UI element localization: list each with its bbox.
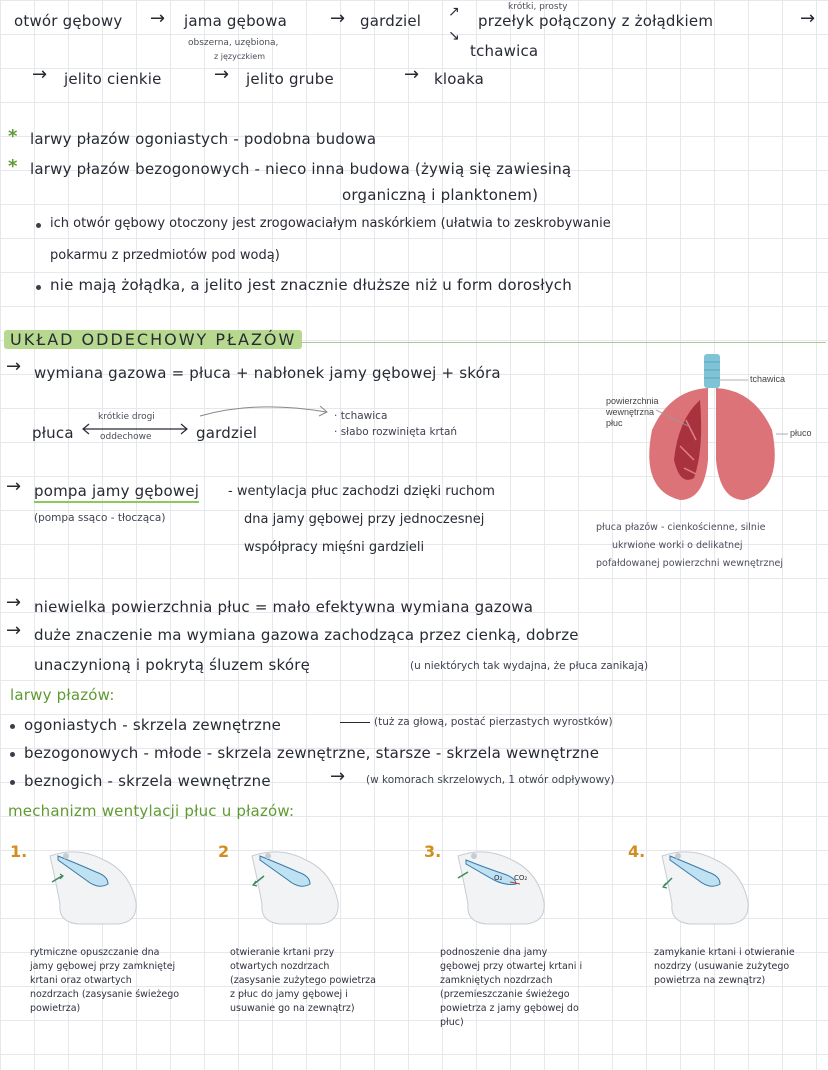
arrow-icon: → xyxy=(214,64,230,85)
section-divider xyxy=(300,342,826,343)
frog-svg xyxy=(38,842,150,930)
lung-label-trachea: tchawica xyxy=(750,374,786,384)
step-1-text: rytmiczne opuszczanie dna jamy gębowej przy zamkniętej krtani oraz otwartych nozdrzach (zasysanie świeżego powietrza) xyxy=(30,947,180,1014)
star-icon: * xyxy=(8,126,18,147)
digest-step-pharynx: gardziel xyxy=(360,12,422,30)
bullet-icon xyxy=(10,780,15,785)
larvae-tailed-gills: ogoniastych - skrzela zewnętrzne xyxy=(24,716,282,734)
larvae-mouth-note-2: pokarmu z przedmiotów pod wodą) xyxy=(50,248,280,263)
larvae-legless-gills-note: (w komorach skrzelowych, 1 otwór odpływowy) xyxy=(366,774,615,786)
airway-trachea: · tchawica xyxy=(334,410,388,422)
lung-caption-2: ukrwione worki o delikatnej xyxy=(612,540,743,551)
larvae-tailless-line-2: organiczną i planktonem) xyxy=(342,186,539,204)
co2-label: CO₂ xyxy=(514,874,528,882)
step-4-text: zamykanie krtani i otwieranie nozdrzy (usuwanie zużytego powietrza na zewnątrz) xyxy=(654,947,795,986)
step-4-number: 4. xyxy=(628,842,646,861)
oral-cavity-note-2: z języczkiem xyxy=(214,52,265,61)
airway-trachea-text: tchawica xyxy=(340,410,388,422)
larvae-tailless-line: larwy płazów bezogonowych - nieco inna budowa (żywią się zawiesiną xyxy=(30,160,572,178)
mouth-pump-term xyxy=(34,482,199,500)
step-2-number: 2 xyxy=(218,842,230,861)
larvae-mouth-note: ich otwór gębowy otoczony jest zrogowaciałym naskórkiem (ułatwia to zeskrobywanie xyxy=(50,216,611,231)
gas-exchange-line: wymiana gazowa = płuca + nabłonek jamy gębowej + skóra xyxy=(34,364,501,382)
step-4-frog xyxy=(650,842,762,930)
curved-arrow-icon xyxy=(196,400,336,426)
mechanism-heading: mechanizm wentylacji płuc u płazów: xyxy=(8,802,295,820)
pump-desc-1: - wentylacja płuc zachodzi dzięki ruchom xyxy=(228,484,495,499)
step-2-text: otwieranie krtani przy otwartych nozdrzach (zasysanie zużytego powietrza z płuc do jamy gębowej i usuwanie go na zewnątrz) xyxy=(230,947,376,1014)
step-3-frog xyxy=(446,842,558,930)
arrow-icon: → xyxy=(6,356,22,377)
respiratory-tract-label: oddechowe xyxy=(100,432,152,442)
lung-label-surface-2: wewnętrzna xyxy=(606,407,655,417)
bullet-icon xyxy=(36,223,41,228)
respiratory-heading-text: UKŁAD ODDECHOWY PŁAZÓW xyxy=(4,330,302,349)
lung-caption-1: płuca płazów - cienkościenne, silnie xyxy=(596,522,766,533)
airway-larynx: · słabo rozwinięta krtań xyxy=(334,426,458,438)
pump-desc-3: współpracy mięśni gardzieli xyxy=(244,540,425,555)
frog-svg xyxy=(650,842,762,930)
small-surface-line: niewielka powierzchnia płuc = mało efektywna wymiana gazowa xyxy=(34,598,534,616)
lungs-word: płuca xyxy=(32,424,74,442)
skin-exchange-line-2: unaczynioną i pokrytą śluzem skórę xyxy=(34,656,311,674)
step-3-number: 3. xyxy=(424,842,442,861)
o2-label: O₂ xyxy=(494,874,503,882)
bullet-icon xyxy=(36,285,41,290)
step-1-frog xyxy=(38,842,150,930)
arrow-icon: → xyxy=(6,476,22,497)
arrow-icon: → xyxy=(6,592,22,613)
pump-alt-name: (pompa ssąco - tłocząca) xyxy=(34,512,166,524)
digest-step-mouth: otwór gębowy xyxy=(14,12,123,30)
arrow-icon: → xyxy=(404,64,420,85)
arrow-icon: → xyxy=(330,8,346,29)
skin-exchange-note: (u niektórych tak wydajna, że płuca zanikają) xyxy=(410,660,649,672)
dash-line xyxy=(340,722,370,723)
digest-step-oral-cavity: jama gębowa xyxy=(184,12,288,30)
digest-step-large-intestine: jelito grube xyxy=(246,70,334,88)
lung-label-surface-3: płuc xyxy=(606,418,623,428)
step-2-frog xyxy=(240,842,352,930)
step-1-number: 1. xyxy=(10,842,28,861)
respiratory-heading xyxy=(4,330,302,349)
larvae-heading: larwy płazów: xyxy=(10,686,115,704)
step-3-text: podnoszenie dna jamy gębowej przy otwartej krtani i zamkniętych nozdrzach (przemieszczanie świeżego powietrza z jamy gębowej do płuc) xyxy=(440,947,583,1028)
digest-step-cloaca: kloaka xyxy=(434,70,485,88)
esophagus-note: krótki, prosty xyxy=(508,2,568,12)
digest-step-esophagus: przełyk połączony z żołądkiem xyxy=(478,12,714,30)
bullet-icon xyxy=(10,724,15,729)
airway-larynx-text: słabo rozwinięta krtań xyxy=(340,426,458,438)
larvae-tailed-gills-note: (tuż za głową, postać pierzastych wyrostków) xyxy=(374,716,613,728)
bullet-icon xyxy=(10,752,15,757)
arrow-down-right-icon: ↘ xyxy=(448,28,460,44)
pharynx-word: gardziel xyxy=(196,424,258,442)
larvae-legless-gills: beznogich - skrzela wewnętrzne xyxy=(24,772,271,790)
pump-desc-2: dna jamy gębowej przy jednoczesnej xyxy=(244,512,485,527)
oral-cavity-note: obszerna, uzębiona, xyxy=(188,38,279,48)
larvae-tailless-gills: bezogonowych - młode - skrzela zewnętrzne, starsze - skrzela wewnętrzne xyxy=(24,744,600,762)
frog-svg xyxy=(240,842,352,930)
digest-step-small-intestine: jelito cienkie xyxy=(64,70,162,88)
arrow-icon: → xyxy=(150,8,166,29)
arrow-up-right-icon: ↗ xyxy=(448,4,460,20)
arrow-icon: → xyxy=(800,8,816,29)
lung-label-lung: płuco xyxy=(790,428,812,438)
skin-exchange-line: duże znaczenie ma wymiana gazowa zachodząca przez cienką, dobrze xyxy=(34,626,579,644)
arrow-icon: → xyxy=(32,64,48,85)
short-airways-label: krótkie drogi xyxy=(98,412,155,422)
digest-step-trachea: tchawica xyxy=(470,42,539,60)
arrow-icon: → xyxy=(6,620,22,641)
star-icon: * xyxy=(8,156,18,177)
larvae-tailed-line: larwy płazów ogoniastych - podobna budowa xyxy=(30,130,377,148)
mouth-pump-term-text: pompa jamy gębowej xyxy=(34,482,199,503)
larvae-intestine-note: nie mają żołądka, a jelito jest znacznie dłuższe niż u form dorosłych xyxy=(50,276,572,294)
lung-caption-3: pofałdowanej powierzchni wewnętrznej xyxy=(596,558,783,569)
curved-arrow-svg xyxy=(196,400,336,422)
frog-svg xyxy=(446,842,558,930)
lung-label-surface-1: powierzchnia xyxy=(606,396,659,406)
arrow-icon: → xyxy=(330,766,346,787)
